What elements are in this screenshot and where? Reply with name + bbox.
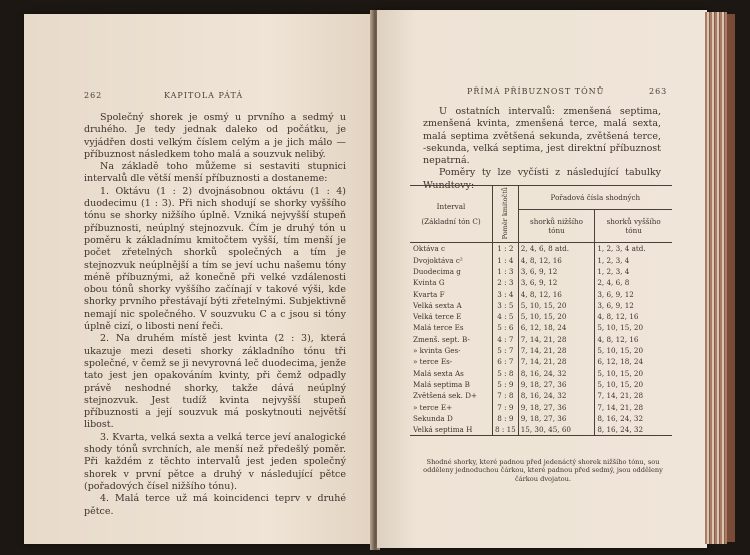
interval-cell: » terce Es- xyxy=(413,357,453,367)
lower-cell: 9, 18, 27, 36 xyxy=(518,379,595,390)
lower-cell: 7, 14, 21, 28 xyxy=(518,356,595,367)
upper-cell: 1, 2, 3, 4 xyxy=(595,255,672,266)
lower-cell: 15, 30, 45, 60 xyxy=(518,424,595,436)
ratio-cell: 8 : 9 xyxy=(493,413,519,424)
upper-cell: 8, 16, 24, 32 xyxy=(595,413,672,424)
header-interval-sub: (Základní tón C) xyxy=(421,217,481,227)
interval-cell: Dvojoktáva c² xyxy=(413,255,463,265)
lower-cell: 8, 16, 24, 32 xyxy=(518,368,595,379)
upper-cell: 6, 12, 18, 24 xyxy=(595,356,672,367)
table-row xyxy=(410,390,672,401)
page-edges xyxy=(705,12,727,544)
ratio-cell: 1 : 4 xyxy=(493,255,519,266)
upper-cell: 4, 8, 12, 16 xyxy=(595,334,672,345)
table-row xyxy=(410,345,672,356)
ratio-cell: 3 : 5 xyxy=(493,300,519,311)
ratio-cell: 5 : 9 xyxy=(493,379,519,390)
left-page xyxy=(24,14,374,544)
upper-cell: 2, 4, 6, 8 xyxy=(595,277,672,288)
interval-cell: Kvinta G xyxy=(413,278,445,288)
interval-cell: Zmenš. sept. B- xyxy=(413,334,470,344)
ratio-cell: 5 : 8 xyxy=(493,368,519,379)
upper-cell: 5, 10, 15, 20 xyxy=(595,379,672,390)
paragraph: U ostatních intervalů: zmenšená septima, zmenšená kvinta, zmenšená terce, malá sexta, malá septima zvětšená sekunda, zvětšená terce, -sekunda, velká septima, jest direktní příbuznost nepatrná. xyxy=(423,106,661,167)
header-ratio-label: Poměr kmitočtů xyxy=(501,187,510,240)
interval-cell: Velká septima H xyxy=(410,424,493,436)
upper-cell: 5, 10, 15, 20 xyxy=(595,345,672,356)
lower-cell: 9, 18, 27, 36 xyxy=(518,413,595,424)
table-row xyxy=(410,334,672,345)
table-footnote: Shodné shorky, které padnou před jedenáctý shorek nižšího tónu, sou odděleny jednoduchou čárkou, které padnou před sedmý, jsou odděleny čárkou dvojatou. xyxy=(423,458,663,483)
lower-cell: 6, 12, 18, 24 xyxy=(518,322,595,333)
right-page xyxy=(377,10,707,548)
paragraph: 1. Oktávu (1 : 2) dvojnásobnou oktávu (1 : 4) duodecimu (1 : 3). Při nich shodují se shorky vyššího tónu se shorky nižšího úplně. Vzniká nejvyšší stupeň příbuznosti, neúplný stejnozvuk. Čím je druhý tón u poměru k základnímu kmitočtem vyšší, tím menší je počet zřetelných shorků společných a tím je stejnozvuk neúplnější a tím se jeví uchu našemu tóny méně příbuznými, až konečně při velké vzdálenosti obou tónů shorky vyššího začínají v takové výši, kde shorky prvního přestávají býti zřetelnými. Subjektivně nemají nic společného. V souzvuku C a c jsou si tóny úplně cizí, o libosti není řeči. xyxy=(84,185,346,333)
table-row xyxy=(410,243,672,255)
paragraph: 4. Malá terce už má koincidenci teprv v druhé pětce. xyxy=(84,493,346,517)
lower-cell: 7, 14, 21, 28 xyxy=(518,345,595,356)
upper-cell: 1, 2, 3, 4 xyxy=(595,266,672,277)
interval-cell: Kvarta F xyxy=(413,289,445,299)
page-number-left: 262 xyxy=(84,91,103,100)
table-row xyxy=(410,311,672,322)
interval-cell: Oktáva c xyxy=(413,244,446,254)
paragraph: Společný shorek je osmý u prvního a sedmý u druhého. Je tedy jednak daleko od počátku, je vyjádřen dosti velkým číslem celým a je jich málo — příbuznost následkem toho malá a souzvuk nelibý. xyxy=(84,112,346,160)
running-head-left: KAPITOLA PÁTÁ xyxy=(164,91,244,100)
table-row xyxy=(410,368,672,379)
lower-cell: 5, 10, 15, 20 xyxy=(518,300,595,311)
lower-cell: 4, 8, 12, 16 xyxy=(518,255,595,266)
ratio-cell: 2 : 3 xyxy=(493,277,519,288)
table-row xyxy=(410,300,672,311)
interval-cell: Velká sexta A xyxy=(413,300,462,310)
table-row xyxy=(410,289,672,300)
ratio-cell: 1 : 2 xyxy=(493,243,519,255)
left-body-text xyxy=(84,112,346,518)
upper-cell: 5, 10, 15, 20 xyxy=(595,322,672,333)
paragraph: 3. Kvarta, velká sexta a velká terce jeví analogické shody tónů svrchních, ale menší než předešlý poměr. Při každém z těchto intervalů jest jeden společný shorek v první pětce a druhý v následující pětce (pořadových čísel nižšího tónu). xyxy=(84,431,346,492)
ratio-cell: 7 : 9 xyxy=(493,402,519,413)
upper-cell: 4, 8, 12, 16 xyxy=(595,311,672,322)
upper-cell: 7, 14, 21, 28 xyxy=(595,390,672,401)
ratio-cell: 5 : 7 xyxy=(493,345,519,356)
upper-cell: 1, 2, 3, 4 atd. xyxy=(595,243,672,255)
lower-cell: 4, 8, 12, 16 xyxy=(518,289,595,300)
lower-cell: 7, 14, 21, 28 xyxy=(518,334,595,345)
header-lower: shorků nižšího tónu xyxy=(518,210,595,243)
table-row xyxy=(410,424,672,436)
interval-cell: Duodecima g xyxy=(413,266,461,276)
header-upper: shorků vyššího tónu xyxy=(595,210,672,243)
ratio-cell: 6 : 7 xyxy=(493,356,519,367)
upper-cell: 3, 6, 9, 12 xyxy=(595,300,672,311)
table-body xyxy=(410,243,672,436)
interval-cell: Velká terce E xyxy=(413,312,462,322)
table-row xyxy=(410,402,672,413)
interval-cell: Malá terce Es xyxy=(413,323,464,333)
ratio-cell: 4 : 5 xyxy=(493,311,519,322)
upper-cell: 5, 10, 15, 20 xyxy=(595,368,672,379)
interval-cell: Sekunda D xyxy=(413,413,453,423)
paragraph: Poměry ty lze vyčísti z následující tabulky Wundtovy: xyxy=(423,167,661,191)
lower-cell: 3, 6, 9, 12 xyxy=(518,266,595,277)
upper-cell: 8, 16, 24, 32 xyxy=(595,424,672,436)
book-cover-edge xyxy=(727,14,735,542)
table-row xyxy=(410,266,672,277)
table-row xyxy=(410,356,672,367)
lower-cell: 3, 6, 9, 12 xyxy=(518,277,595,288)
page-number-right: 263 xyxy=(649,87,668,96)
ratio-cell: 1 : 3 xyxy=(493,266,519,277)
ratio-cell: 8 : 15 xyxy=(493,424,519,436)
header-interval-label: Interval xyxy=(436,202,466,212)
table-row xyxy=(410,413,672,424)
header-group: Pořadová čísla shodných xyxy=(518,186,672,210)
table-row xyxy=(410,322,672,333)
lower-cell: 8, 16, 24, 32 xyxy=(518,390,595,401)
lower-cell: 2, 4, 6, 8 atd. xyxy=(518,243,595,255)
paragraph: 2. Na druhém místě jest kvinta (2 : 3), která ukazuje mezi deseti shorky základního tónu tři společné, v čemž se ji nevyrovná leč duodecima, jenže tato jest jen opakováním kvinty, při čemž odpadly právě neshodné shorky, takže dává neúplný stejnozvuk. Jest tudíž kvinta nejvyšší stupeň příbuznosti a její souzvuk má poskytnouti největší libost. xyxy=(84,333,346,431)
interval-cell: Zvětšená sek. D+ xyxy=(413,391,477,401)
ratio-cell: 4 : 7 xyxy=(493,334,519,345)
lower-cell: 5, 10, 15, 20 xyxy=(518,311,595,322)
interval-cell: Malá sexta As xyxy=(413,368,464,378)
interval-table xyxy=(410,185,672,436)
interval-cell: » terce E+ xyxy=(413,402,453,412)
upper-cell: 7, 14, 21, 28 xyxy=(595,402,672,413)
interval-cell: » kvinta Ges- xyxy=(413,346,461,356)
header-ratio xyxy=(493,186,519,243)
ratio-cell: 3 : 4 xyxy=(493,289,519,300)
ratio-cell: 5 : 6 xyxy=(493,322,519,333)
lower-cell: 9, 18, 27, 36 xyxy=(518,402,595,413)
ratio-cell: 7 : 8 xyxy=(493,390,519,401)
header-interval xyxy=(410,186,493,243)
running-head-right: PŘÍMÁ PŘÍBUZNOST TÓNŮ xyxy=(467,87,605,96)
table-row xyxy=(410,255,672,266)
paragraph: Na základě toho můžeme si sestaviti stupnici intervalů dle větší menší příbuznosti a dostaneme: xyxy=(84,161,346,185)
table-row xyxy=(410,379,672,390)
table-row xyxy=(410,277,672,288)
interval-cell: Malá septima B xyxy=(413,379,470,389)
upper-cell: 3, 6, 9, 12 xyxy=(595,289,672,300)
right-body-text xyxy=(423,106,661,192)
